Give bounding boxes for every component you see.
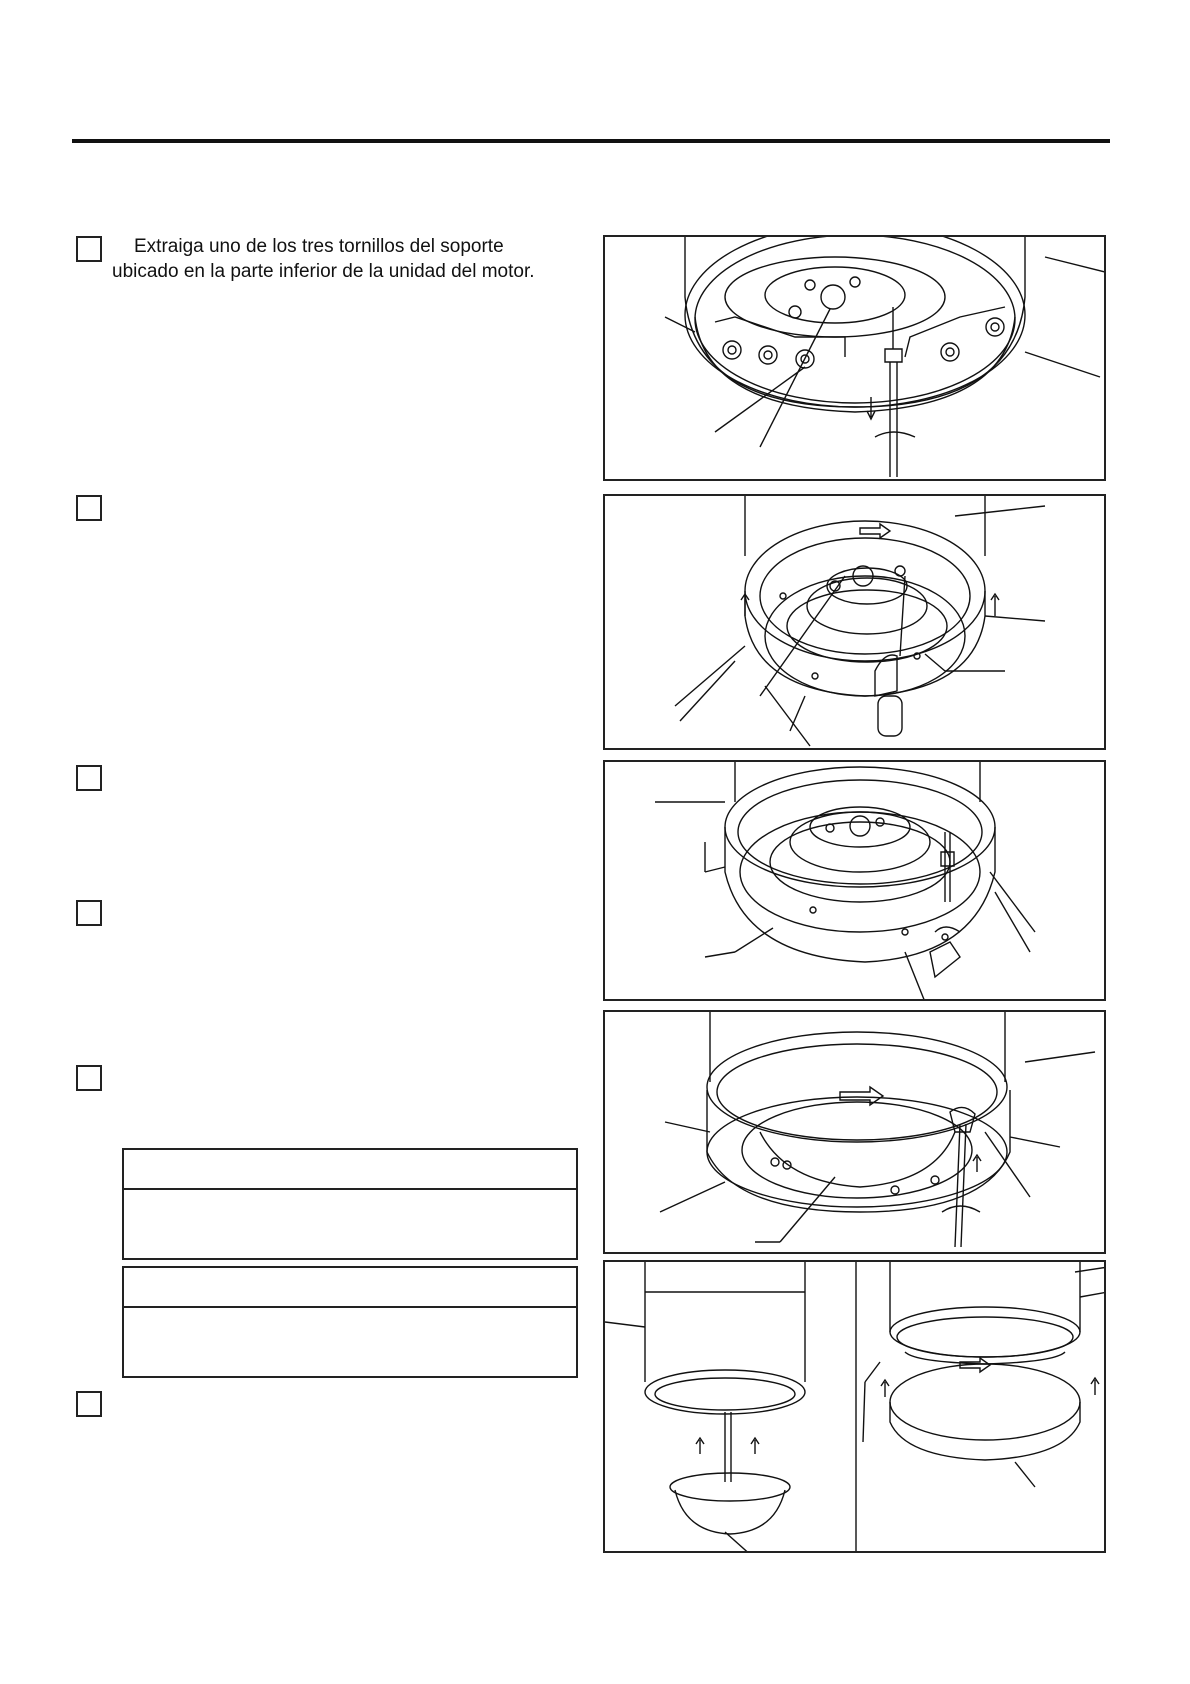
figure-1-panel <box>603 235 1106 481</box>
step2-checkbox[interactable] <box>76 495 102 521</box>
caution-box-2 <box>122 1266 578 1378</box>
light-kit-twist-lock-illustration <box>863 1262 1106 1487</box>
figure-2-panel <box>603 494 1106 750</box>
step4-checkbox[interactable] <box>76 900 102 926</box>
step1-instruction <box>112 234 552 284</box>
step5-checkbox[interactable] <box>76 1065 102 1091</box>
light-kit-wire-connection-illustration <box>605 1262 805 1553</box>
figure-3-panel <box>603 760 1106 1001</box>
step1-line2: ubicado en la parte inferior de la unidad del motor. <box>112 261 535 282</box>
step1-checkbox[interactable] <box>76 236 102 262</box>
caution-box-2-header <box>124 1268 576 1308</box>
switch-cup-screws-illustration <box>605 762 1106 1001</box>
switch-housing-twist-illustration <box>605 496 1106 750</box>
motor-bracket-screw-removal-illustration <box>605 237 1106 481</box>
caution-box-1 <box>122 1148 578 1260</box>
figure-5-panel <box>603 1260 1106 1553</box>
glass-plate-twist-illustration <box>605 1012 1106 1254</box>
light-kit-installation-illustrations <box>605 1262 1106 1553</box>
step6-checkbox[interactable] <box>76 1391 102 1417</box>
figure-4-panel <box>603 1010 1106 1254</box>
step1-line1: Extraiga uno de los tres tornillos del soporte <box>134 236 504 257</box>
header-rule <box>72 139 1110 143</box>
caution-box-1-header <box>124 1150 576 1190</box>
step3-checkbox[interactable] <box>76 765 102 791</box>
